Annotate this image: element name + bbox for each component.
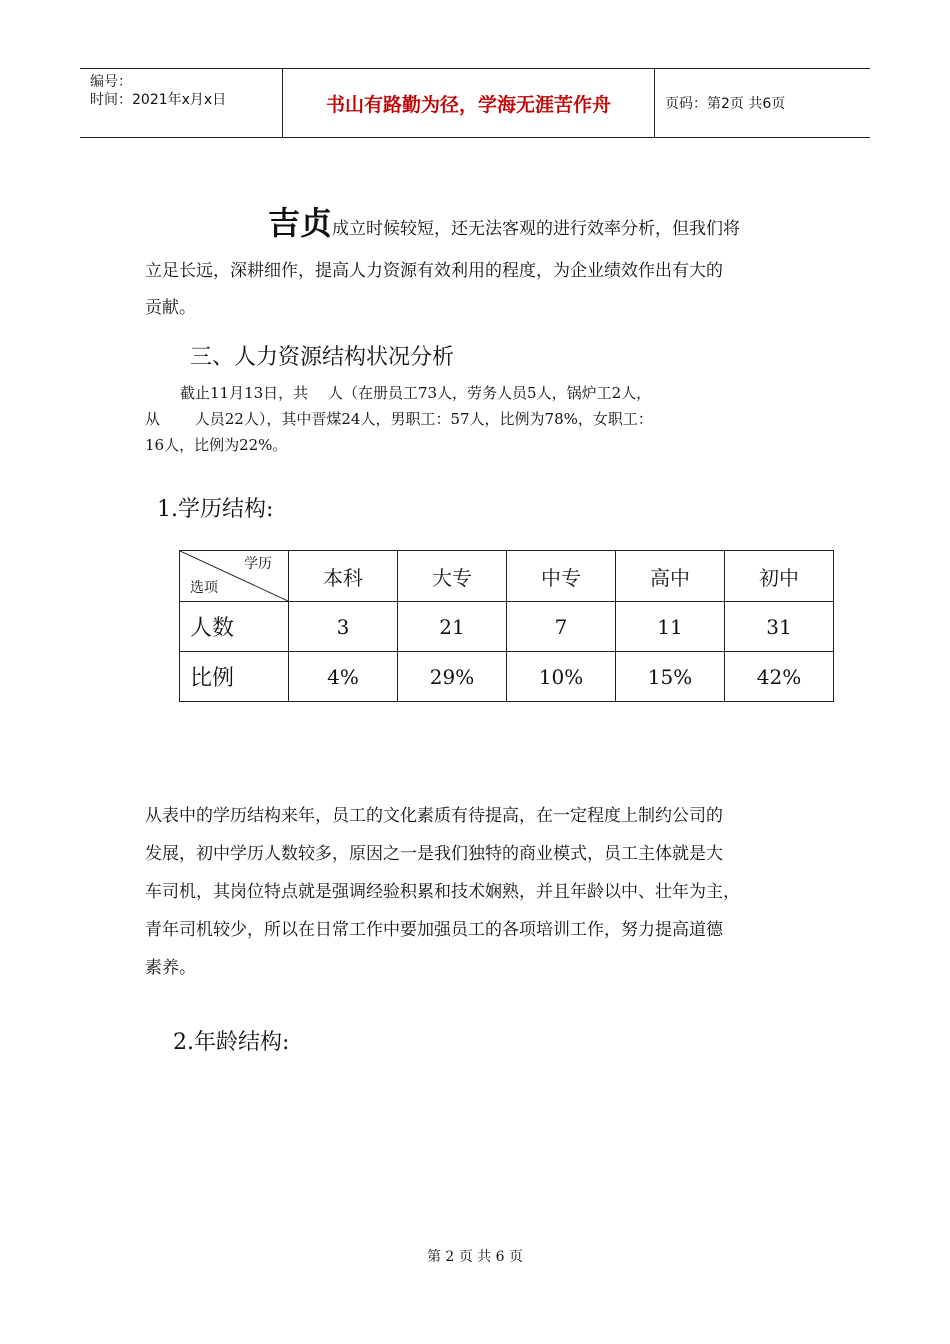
table-cell: 15% [616, 652, 725, 702]
page-header [80, 68, 870, 138]
table-cell: 29% [398, 652, 507, 702]
header-meta [90, 73, 226, 109]
intro-line-3: 贡献。 [145, 298, 196, 318]
row-label: 比例 [180, 652, 289, 702]
table-cell: 42% [725, 652, 834, 702]
education-table [179, 550, 834, 702]
analysis-line: 发展，初中学历人数较多，原因之一是我们独特的商业模式，员工主体就是大 [145, 844, 723, 864]
time-label: 时间：2021年x月x日 [90, 92, 227, 108]
column-header: 本科 [289, 551, 398, 602]
intro-line-2: 立足长远，深耕细作，提高人力资源有效利用的程度，为企业绩效作出有大的 [145, 261, 723, 281]
page-footer: 第 2 页 共 6 页 [426, 1249, 524, 1265]
column-header: 初中 [725, 551, 834, 602]
analysis-line: 从表中的学历结构来年，员工的文化素质有待提高，在一定程度上制约公司的 [145, 806, 723, 826]
section-heading: 三、人力资源结构状况分析 [190, 345, 455, 370]
analysis-line: 车司机，其岗位特点就是强调经验积累和技术娴熟，并且年龄以中、壮年为主， [145, 882, 740, 902]
header-motto: 书山有路勤为径，学海无涯苦作舟 [325, 93, 611, 116]
number-label: 编号： [90, 74, 132, 90]
company-name: 吉贞 [268, 204, 333, 242]
analysis-line: 青年司机较少，所以在日常工作中要加强员工的各项培训工作，努力提高道德 [145, 920, 723, 940]
intro-line-1 [268, 204, 740, 248]
header-divider [654, 69, 655, 137]
table-cell: 7 [507, 602, 616, 652]
column-header: 高中 [616, 551, 725, 602]
table-cell: 3 [289, 602, 398, 652]
table-row [180, 602, 834, 652]
section3-line-1: 截止11月13日，共 人（在册员工73人，劳务人员5人，锅炉工2人， [180, 384, 652, 402]
column-header: 大专 [398, 551, 507, 602]
column-header: 中专 [507, 551, 616, 602]
section3-line-3: 16人，比例为22%。 [145, 436, 288, 454]
corner-top-label: 学历 [244, 556, 272, 572]
table-cell: 10% [507, 652, 616, 702]
corner-bottom-label: 选项 [190, 580, 218, 596]
table-corner-cell [180, 551, 289, 602]
section3-line-2: 从 人员22人），其中晋煤24人，男职工：57人，比例为78%，女职工： [145, 410, 653, 428]
analysis-line: 素养。 [145, 958, 196, 978]
intro-line-1-text: 成立时候较短，还无法客观的进行效率分析，但我们将 [332, 219, 741, 239]
row-label: 人数 [180, 602, 289, 652]
table-header-row [180, 551, 834, 602]
edu-heading: 1.学历结构: [157, 497, 274, 522]
age-heading: 2.年龄结构: [173, 1030, 290, 1055]
table-cell: 4% [289, 652, 398, 702]
table-cell: 21 [398, 602, 507, 652]
table-cell: 11 [616, 602, 725, 652]
table-row [180, 652, 834, 702]
header-page-info: 页码：第2页 共6页 [665, 96, 786, 112]
table-cell: 31 [725, 602, 834, 652]
